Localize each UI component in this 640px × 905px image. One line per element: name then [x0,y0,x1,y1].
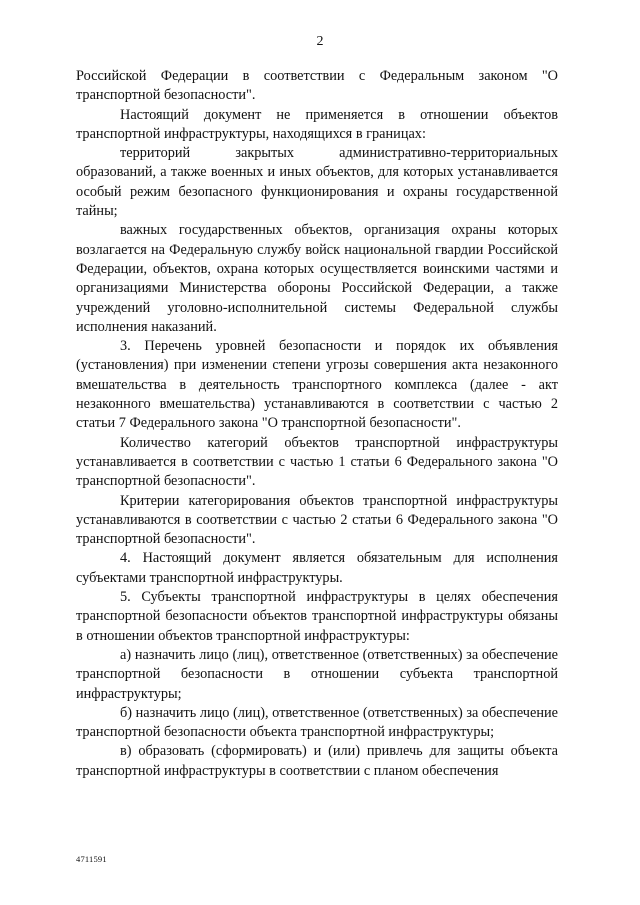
page-number: 2 [316,34,324,49]
paragraph-item-5v: в) образовать (сформировать) и (или) привлечь для защиты объекта транспортной инфраструктуры в соответствии с планом обеспечения [76,743,558,779]
paragraph-exclusion-intro: Настоящий документ не применяется в отношении объектов транспортной инфраструктуры, находящихся в границах: [76,106,558,142]
document-id: 4711591 [76,854,107,864]
paragraph-item-5a: а) назначить лицо (лиц), ответственное (ответственных) за обеспечение транспортной безопасности в отношении субъекта транспортной инфраструктуры; [76,646,558,702]
paragraph-item-3: 3. Перечень уровней безопасности и порядок их объявления (установления) при изменении степени угрозы совершения акта незаконного вмешательства в деятельность транспортного комплекса (далее - акт незаконного вмешательства) устанавливаются в соответствии с частью 2 статьи 7 Федерального закона "О транспортной безопасности". [76,338,558,432]
paragraph-state-objects: важных государственных объектов, организация охраны которых возлагается на Федеральную службу войск национальной гвардии Российской Федерации, объектов, охрана которых осуществляется воинскими частями и организациями Министерства обороны Российской Федерации, а также учреждений уголовно-исполнительной системы Федеральной службы исполнения наказаний. [76,222,558,335]
paragraph-item-4: 4. Настоящий документ является обязательным для исполнения субъектами транспортной инфраструктуры. [76,550,558,586]
paragraph-categorization-criteria: Критерии категорирования объектов транспортной инфраструктуры устанавливаются в соответствии с частью 2 статьи 6 Федерального закона "О транспортной безопасности". [76,492,558,548]
paragraph-continuation: Российской Федерации в соответствии с Федеральным законом "О транспортной безопасности". [76,68,558,104]
paragraph-item-5: 5. Субъекты транспортной инфраструктуры в целях обеспечения транспортной безопасности объектов транспортной инфраструктуры обязаны в отношении объектов транспортной инфраструктуры: [76,589,558,644]
document-body [76,67,558,781]
paragraph-closed-territories: территорий закрытых административно-территориальных образований, а также военных и иных объектов, для которых устанавливается особый режим безопасного функционирования и охраны государственной тайны; [76,145,558,220]
paragraph-categories-count: Количество категорий объектов транспортной инфраструктуры устанавливается в соответствии с частью 1 статьи 6 Федерального закона "О транспортной безопасности". [76,434,558,490]
paragraph-item-5b: б) назначить лицо (лиц), ответственное (ответственных) за обеспечение транспортной безопасности объекта транспортной инфраструктуры; [76,704,558,741]
